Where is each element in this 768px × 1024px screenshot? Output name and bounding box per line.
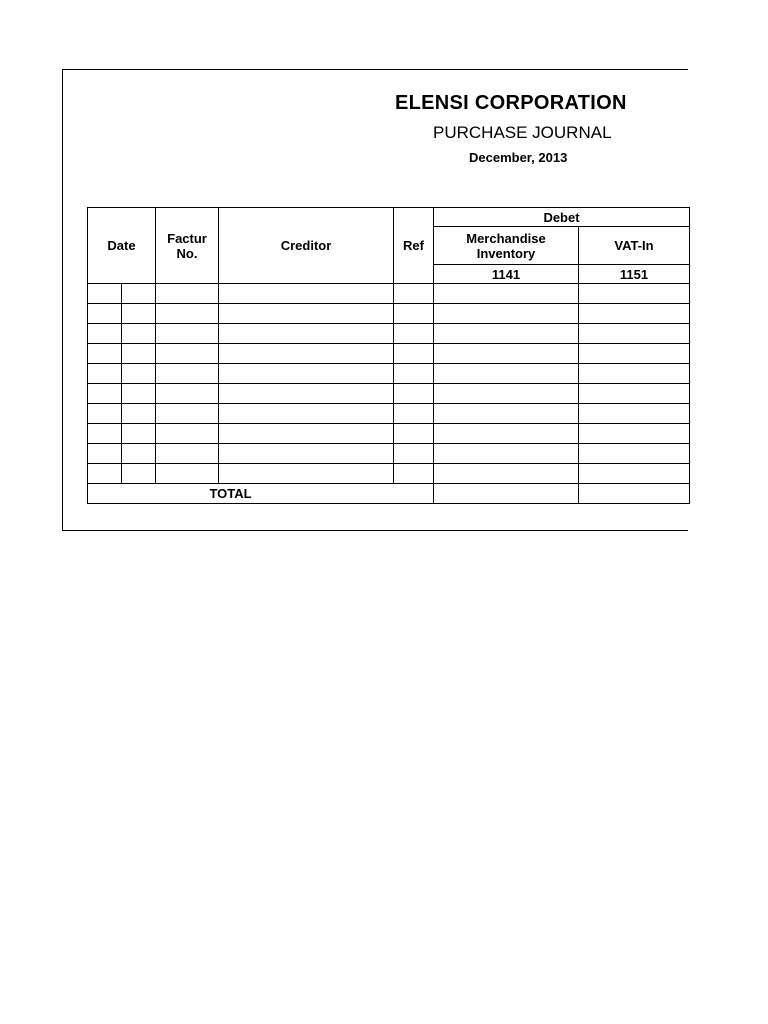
table-row [88, 444, 690, 464]
creditor-cell[interactable] [219, 304, 394, 324]
date-month-cell[interactable] [122, 364, 156, 384]
vat-cell[interactable] [579, 284, 690, 304]
date-month-cell[interactable] [122, 384, 156, 404]
total-label: TOTAL [88, 484, 434, 504]
factur-cell[interactable] [156, 444, 219, 464]
creditor-cell[interactable] [219, 364, 394, 384]
ref-cell[interactable] [394, 384, 434, 404]
date-day-cell[interactable] [88, 284, 122, 304]
ref-cell[interactable] [394, 324, 434, 344]
vat-cell[interactable] [579, 404, 690, 424]
creditor-header: Creditor [219, 208, 394, 284]
creditor-cell[interactable] [219, 444, 394, 464]
date-month-cell[interactable] [122, 324, 156, 344]
creditor-cell[interactable] [219, 424, 394, 444]
factur-cell[interactable] [156, 284, 219, 304]
creditor-cell[interactable] [219, 284, 394, 304]
journal-title: PURCHASE JOURNAL [433, 123, 612, 142]
factur-cell[interactable] [156, 384, 219, 404]
company-name: ELENSI CORPORATION [395, 92, 627, 114]
vat-account-code: 1151 [579, 265, 690, 284]
date-day-cell[interactable] [88, 344, 122, 364]
total-row [88, 484, 690, 504]
ref-cell[interactable] [394, 304, 434, 324]
date-month-cell[interactable] [122, 344, 156, 364]
date-month-cell[interactable] [122, 444, 156, 464]
merchandise-cell[interactable] [434, 464, 579, 484]
merchandise-cell[interactable] [434, 344, 579, 364]
ref-cell[interactable] [394, 284, 434, 304]
ref-cell[interactable] [394, 464, 434, 484]
table-row [88, 464, 690, 484]
vat-total-cell[interactable] [579, 484, 690, 504]
date-month-cell[interactable] [122, 464, 156, 484]
merchandise-cell[interactable] [434, 384, 579, 404]
date-day-cell[interactable] [88, 464, 122, 484]
date-header: Date [88, 208, 156, 284]
ref-cell[interactable] [394, 444, 434, 464]
ref-cell[interactable] [394, 364, 434, 384]
date-day-cell[interactable] [88, 324, 122, 344]
table-row [88, 384, 690, 404]
table-row [88, 404, 690, 424]
date-day-cell[interactable] [88, 404, 122, 424]
date-day-cell[interactable] [88, 364, 122, 384]
vat-in-header: VAT-In [579, 227, 690, 265]
table-row [88, 424, 690, 444]
date-day-cell[interactable] [88, 444, 122, 464]
merchandise-account-code: 1141 [434, 265, 579, 284]
merchandise-cell[interactable] [434, 424, 579, 444]
table-row [88, 364, 690, 384]
creditor-cell[interactable] [219, 344, 394, 364]
date-day-cell[interactable] [88, 304, 122, 324]
factur-cell[interactable] [156, 324, 219, 344]
table-row [88, 304, 690, 324]
merchandise-cell[interactable] [434, 284, 579, 304]
merchandise-cell[interactable] [434, 304, 579, 324]
date-month-cell[interactable] [122, 304, 156, 324]
creditor-cell[interactable] [219, 324, 394, 344]
vat-cell[interactable] [579, 364, 690, 384]
factur-cell[interactable] [156, 344, 219, 364]
creditor-cell[interactable] [219, 464, 394, 484]
factur-cell[interactable] [156, 464, 219, 484]
vat-cell[interactable] [579, 424, 690, 444]
date-month-cell[interactable] [122, 404, 156, 424]
vat-cell[interactable] [579, 384, 690, 404]
date-day-cell[interactable] [88, 424, 122, 444]
factur-header: Factur No. [156, 208, 219, 284]
vat-cell[interactable] [579, 444, 690, 464]
journal-sheet [62, 69, 688, 531]
merchandise-cell[interactable] [434, 324, 579, 344]
factur-cell[interactable] [156, 364, 219, 384]
vat-cell[interactable] [579, 304, 690, 324]
creditor-cell[interactable] [219, 384, 394, 404]
table-row [88, 344, 690, 364]
factur-cell[interactable] [156, 304, 219, 324]
creditor-cell[interactable] [219, 404, 394, 424]
vat-cell[interactable] [579, 464, 690, 484]
merchandise-total-cell[interactable] [434, 484, 579, 504]
table-row [88, 324, 690, 344]
merchandise-cell[interactable] [434, 364, 579, 384]
merchandise-cell[interactable] [434, 404, 579, 424]
ref-header: Ref [394, 208, 434, 284]
ref-cell[interactable] [394, 404, 434, 424]
date-day-cell[interactable] [88, 384, 122, 404]
vat-cell[interactable] [579, 324, 690, 344]
factur-cell[interactable] [156, 404, 219, 424]
table-row [88, 284, 690, 304]
merchandise-cell[interactable] [434, 444, 579, 464]
debet-header: Debet [434, 208, 690, 227]
ref-cell[interactable] [394, 424, 434, 444]
merchandise-inventory-header: Merchandise Inventory [434, 227, 579, 265]
journal-period: December, 2013 [469, 150, 568, 165]
factur-cell[interactable] [156, 424, 219, 444]
date-month-cell[interactable] [122, 284, 156, 304]
purchase-journal-table [87, 207, 690, 504]
vat-cell[interactable] [579, 344, 690, 364]
date-month-cell[interactable] [122, 424, 156, 444]
ref-cell[interactable] [394, 344, 434, 364]
